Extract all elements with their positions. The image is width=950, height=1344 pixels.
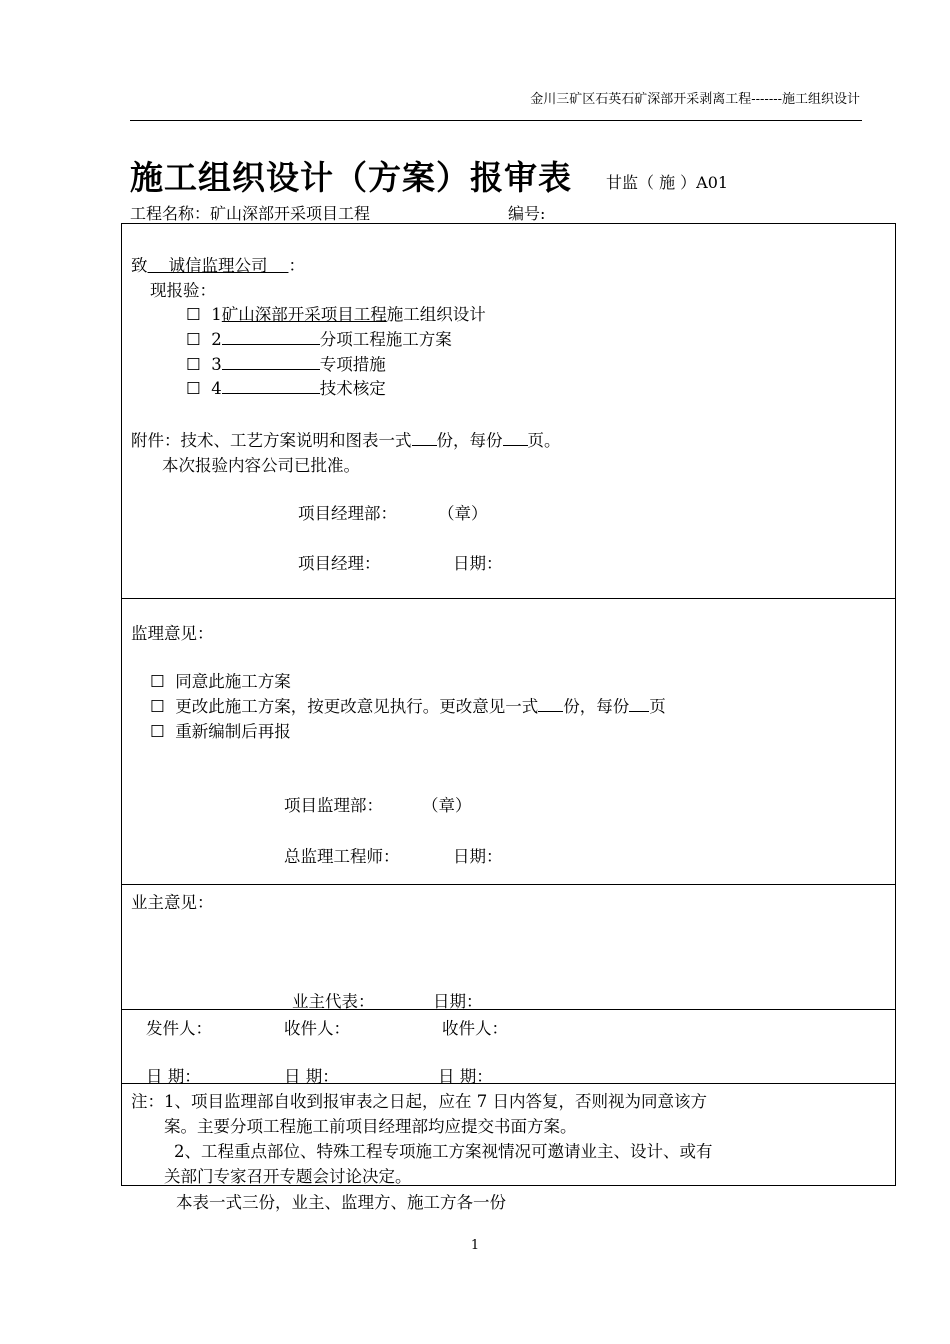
owner-opinion-label: 业主意见：: [131, 893, 214, 912]
note-line-2: 案。主要分项工程施工前项目经理部均应提交书面方案。: [164, 1117, 577, 1136]
blank-line: [222, 329, 320, 345]
receiver-label-1: 收件人：: [284, 1019, 350, 1038]
checkbox-icon[interactable]: ☐: [186, 330, 201, 349]
project-name-line: [130, 201, 370, 224]
running-header: 金川三矿区石英石矿深部开采剥离工程-------施工组织设计: [530, 92, 860, 107]
sender-date-label: 日 期：: [146, 1067, 201, 1086]
routing-section: [121, 1009, 896, 1084]
supervision-dept-label: 项目监理部：: [284, 796, 383, 815]
blank-line: [412, 430, 437, 446]
supervision-option-2: ☐ 更改此施工方案，按更改意见执行。更改意见一式 份，每份 页: [150, 697, 666, 716]
checkbox-icon[interactable]: ☐: [186, 355, 201, 374]
note-line-4: 关部门专家召开专题会讨论决定。: [164, 1167, 412, 1186]
owner-rep-label: 业主代表：: [292, 992, 375, 1011]
page-number: 1: [470, 1238, 480, 1253]
submission-section: [121, 223, 896, 599]
chief-engineer-label: 总监理工程师：: [284, 847, 400, 866]
supervision-option-3: ☐ 重新编制后再报: [150, 722, 291, 741]
manager-dept-label: 项目经理部：: [298, 504, 397, 523]
attachment-line: 附件：技术、工艺方案说明和图表一式 份，每份 页。: [131, 431, 561, 450]
submit-item-1: ☐ 1矿山深部开采项目工程施工组织设计: [186, 305, 486, 324]
notes-section: [121, 1083, 896, 1186]
submit-item-2: ☐ 2 分项工程施工方案: [186, 330, 452, 349]
blank-line: [222, 354, 320, 370]
approved-statement: 本次报验内容公司已批准。: [162, 456, 360, 475]
header-rule: [130, 120, 862, 121]
receiver-label-2: 收件人：: [442, 1019, 508, 1038]
note-line-1: 注：1、项目监理部自收到报审表之日起，应在 7 日内答复，否则视为同意该方: [131, 1092, 707, 1111]
date-label: 日期：: [453, 554, 503, 573]
supervision-label: 监理意见：: [131, 624, 214, 643]
note-line-3: 2、工程重点部位、特殊工程专项施工方案视情况可邀请业主、设计、或有: [174, 1142, 713, 1161]
blank-line: [629, 696, 649, 712]
receiver-1-date-label: 日 期：: [284, 1067, 339, 1086]
form-title: 施工组织设计（方案）报审表: [130, 158, 572, 197]
submit-item-4: ☐ 4 技术核定: [186, 379, 386, 398]
blank-line: [222, 378, 320, 394]
copies-note: 本表一式三份，业主、监理方、施工方各一份: [176, 1193, 506, 1212]
checkbox-icon[interactable]: ☐: [150, 697, 165, 716]
checkbox-icon[interactable]: ☐: [186, 379, 201, 398]
receiver-2-date-label: 日 期：: [438, 1067, 493, 1086]
seal-placeholder: （章）: [422, 796, 472, 815]
checkbox-icon[interactable]: ☐: [150, 722, 165, 741]
seal-placeholder: （章）: [438, 504, 488, 523]
addressee-company: 诚信监理公司: [168, 256, 268, 275]
project-name-label: 工程名称：: [130, 204, 211, 223]
item-1-fill: 矿山深部开采项目工程: [221, 305, 387, 324]
report-label: 现报验：: [150, 281, 216, 300]
date-label: 日期：: [453, 847, 503, 866]
checkbox-icon[interactable]: ☐: [150, 672, 165, 691]
blank-line: [503, 430, 528, 446]
date-label: 日期：: [433, 992, 483, 1011]
form-code: 甘监（ 施 ）A01: [606, 173, 729, 192]
checkbox-icon[interactable]: ☐: [186, 305, 201, 324]
supervision-section: [121, 598, 896, 885]
owner-section: [121, 884, 896, 1010]
submit-item-3: ☐ 3 专项措施: [186, 355, 386, 374]
manager-label: 项目经理：: [298, 554, 381, 573]
addressee-line: 致 诚信监理公司 ：: [131, 256, 305, 275]
serial-number-label: 编号:: [508, 204, 546, 223]
sender-label: 发件人：: [146, 1019, 212, 1038]
project-name-value: 矿山深部开采项目工程: [210, 204, 371, 223]
supervision-option-1: ☐ 同意此施工方案: [150, 672, 291, 691]
blank-line: [538, 696, 563, 712]
